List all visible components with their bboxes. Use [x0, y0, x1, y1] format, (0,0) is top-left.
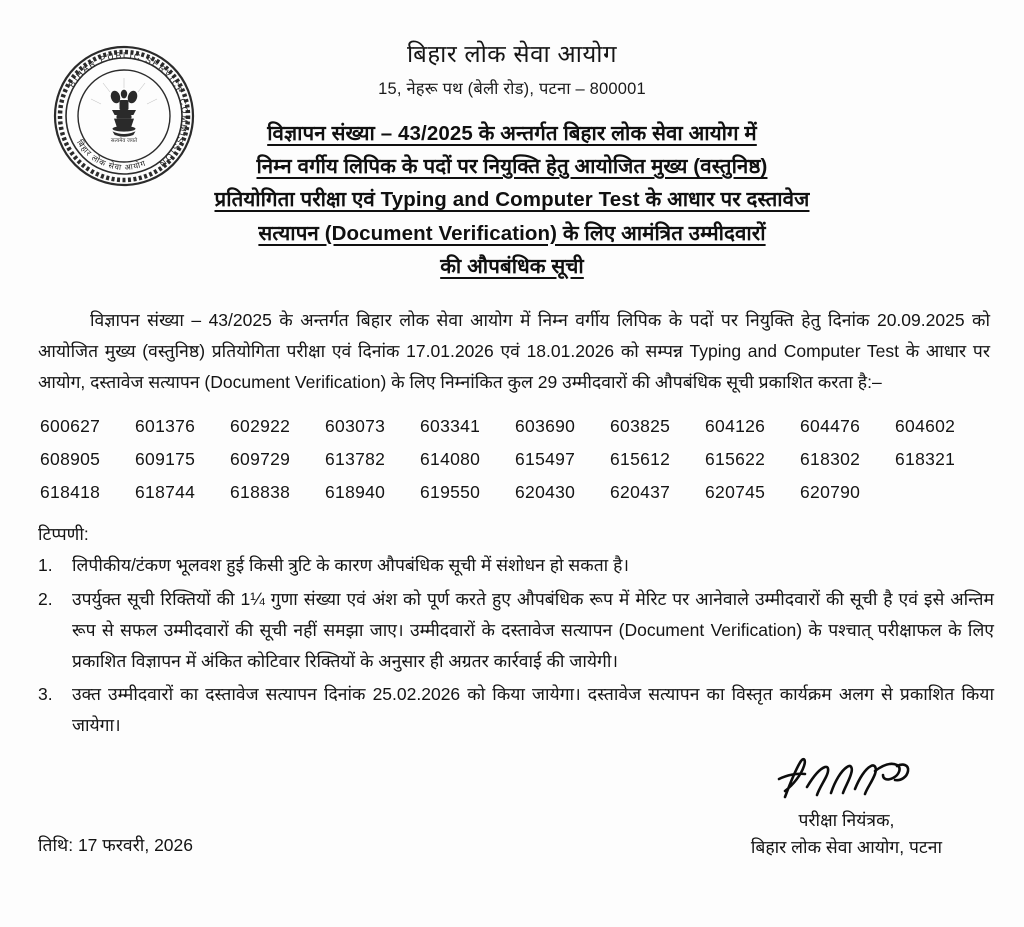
- roll-number: 604476: [800, 416, 861, 437]
- roll-number: 614080: [420, 449, 481, 470]
- note-text: लिपीकीय/टंकण भूलवश हुई किसी त्रुटि के कारण औपबंधिक सूची में संशोधन हो सकता है।: [72, 555, 629, 576]
- roll-number: 620790: [800, 482, 861, 503]
- title-line-1-text: विज्ञापन संख्या – 43/2025 के अन्तर्गत बिहार लोक सेवा आयोग में: [267, 122, 757, 145]
- roll-number: 613782: [325, 449, 386, 470]
- roll-number: 618940: [325, 482, 386, 503]
- roll-number: 618838: [230, 482, 291, 503]
- note-number: 2.: [38, 588, 53, 609]
- organization-address: 15, नेहरू पथ (बेली रोड), पटना – 800001: [378, 80, 646, 98]
- note-number: 3.: [38, 684, 53, 704]
- body-section: [0, 305, 1024, 398]
- svg-text:BIHAR PUBLIC SERVICE COMMISSIO: BIHAR PUBLIC SERVICE COMMISSION: [66, 49, 191, 170]
- notes-section: [0, 522, 1024, 741]
- handwritten-signature-icon: [751, 753, 942, 805]
- document-header: [0, 0, 1024, 99]
- note-item: [38, 679, 994, 741]
- issue-date: तिथि: 17 फरवरी, 2026: [38, 835, 193, 855]
- document-footer: [0, 753, 1024, 861]
- note-item: [38, 550, 994, 581]
- roll-number: 620745: [705, 482, 766, 503]
- svg-text:बिहार लोक सेवा आयोग: बिहार लोक सेवा आयोग: [74, 138, 148, 173]
- roll-number: 601376: [135, 416, 196, 437]
- roll-number: 602922: [230, 416, 291, 437]
- roll-number: 615497: [515, 449, 576, 470]
- title-line-2-text: निम्न वर्गीय लिपिक के पदों पर नियुक्ति हेतु आयोजित मुख्य (वस्तुनिष्ठ): [256, 155, 768, 179]
- title-line-4: [22, 217, 1002, 250]
- roll-number: 620430: [515, 482, 576, 503]
- roll-number: 620437: [610, 482, 671, 503]
- roll-number: 603341: [420, 416, 481, 437]
- roll-number: 604126: [705, 416, 766, 437]
- roll-number: 603690: [515, 416, 576, 437]
- roll-number: 609729: [230, 449, 291, 470]
- notes-heading: टिप्पणी:: [38, 524, 89, 545]
- roll-number: 619550: [420, 482, 481, 503]
- signatory-office: बिहार लोक सेवा आयोग, पटना: [750, 836, 942, 857]
- signatory-designation: परीक्षा नियंत्रक,: [798, 809, 895, 830]
- roll-number: 603073: [325, 416, 386, 437]
- roll-number: 600627: [40, 416, 101, 437]
- note-number: 1.: [38, 555, 53, 576]
- roll-number: 604602: [895, 416, 956, 437]
- roll-number: 603825: [610, 416, 671, 437]
- roll-number: 618744: [135, 482, 196, 503]
- title-line-5: [22, 250, 1002, 283]
- roll-number: 615622: [705, 449, 766, 470]
- roll-number: 618418: [40, 482, 101, 503]
- title-line-4-text: सत्यापन (Document Verification) के लिए आमंत्रित उम्मीदवारों: [258, 221, 766, 245]
- roll-number: 615612: [610, 449, 671, 470]
- roll-number-grid: [0, 412, 1024, 506]
- note-item: [38, 584, 994, 677]
- note-text: उपर्युक्त सूची रिक्तियों की 1¼ गुणा संख्या एवं अंश को पूर्ण करते हुए औपबंधिक रूप में मेरिट पर आनेवाले उम्मीदवारों की सूची है एवं इसे अन्तिम रूप से सफल उम्मीदवारों की सूची नहीं समझा जाए। उम्मीदवारों के दस्तावेज सत्यापन (Document Verification) के पश्चात् परीक्षाफल के लिए प्रकाशित विज्ञापन में अंकित कोटिवार रिक्तियों के अनुसार ही अग्रतर कार्रवाई की जायेगी।: [72, 588, 994, 671]
- body-paragraph: विज्ञापन संख्या – 43/2025 के अन्तर्गत बिहार लोक सेवा आयोग में निम्न वर्गीय लिपिक के पदों पर नियुक्ति हेतु दिनांक 20.09.2025 को आयोजित मुख्य (वस्तुनिष्ठ) प्रतियोगिता परीक्षा एवं दिनांक 17.01.2026 एवं 18.01.2026 को सम्पन्न Typing and Computer Test के आधार पर आयोग, दस्तावेज सत्यापन (Document Verification) के लिए निम्नांकित कुल 29 उम्मीदवारों की औपबंधिक सूची प्रकाशित करता है:–: [38, 310, 990, 393]
- note-text: उक्त उम्मीदवारों का दस्तावेज सत्यापन दिनांक 25.02.2026 को किया जायेगा। दस्तावेज सत्यापन का विस्तृत कार्यक्रम अलग से प्रकाशित किया जायेगा।: [72, 684, 994, 736]
- signature-block: [751, 753, 984, 861]
- svg-text:सत्यमेव जयते: सत्यमेव जयते: [110, 138, 138, 144]
- roll-number: 608905: [40, 449, 101, 470]
- title-line-5-text: की औपबंधिक सूची: [440, 254, 584, 278]
- organization-name: बिहार लोक सेवा आयोग: [406, 41, 618, 68]
- roll-number: 609175: [135, 449, 196, 470]
- roll-number: 618321: [895, 449, 956, 470]
- roll-number: 618302: [800, 449, 861, 470]
- title-line-3-text: प्रतियोगिता परीक्षा एवं Typing and Computer Test के आधार पर दस्तावेज: [214, 188, 810, 212]
